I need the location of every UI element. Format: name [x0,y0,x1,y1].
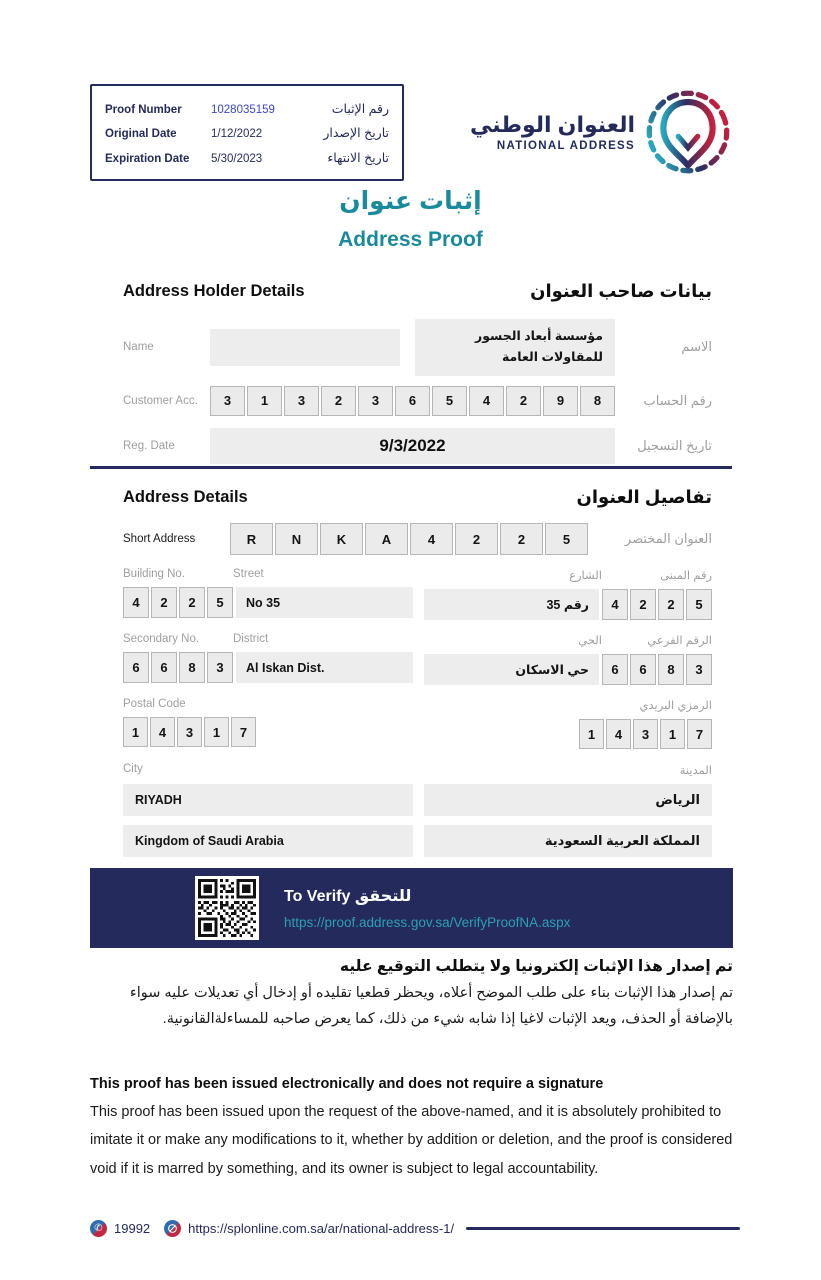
char-cell: 4 [410,523,453,555]
location-pin-icon [644,88,732,176]
street-value-ar: رقم 35 [424,589,599,620]
digit-cell: 4 [606,719,631,749]
expiration-date-value: 5/30/2023 [211,152,263,165]
digit-cell: 8 [179,652,205,683]
building-street-en [123,568,413,620]
district-value-en: Al Iskan Dist. [236,652,413,683]
country-value-en: Kingdom of Saudi Arabia [123,825,413,857]
document-header [90,84,732,181]
postal-code-label-en: Postal Code [123,698,186,710]
digit-cell: 6 [395,386,430,416]
digit-cell: 2 [179,587,205,618]
short-address-label-en: Short Address [123,533,196,545]
city-label-row [123,763,712,777]
digit-cell: 5 [432,386,467,416]
disclaimer-arabic-body: تم إصدار هذا الإثبات بناء على طلب الموضح أعلاه، ويحظر قطعيا تقليده أو إدخال أي تعديلات عليه سواء بالإضافة أو الحذف، ويعد الإثبات لاغيا إذا شابه شيء من ذلك، كما يعرض صاحبه للمساءلةالقانونية. [129,985,733,1028]
name-label-ar: الاسم [681,339,712,355]
building-no-digits-en [123,587,233,618]
proof-number-label-ar: رقم الإثبات [331,102,389,116]
digit-cell: 1 [660,719,685,749]
reg-date-label-en: Reg. Date [123,439,175,452]
short-address-row [123,523,712,555]
postal-code-digits-en [123,717,256,747]
digit-cell: 6 [123,652,149,683]
digit-cell: 4 [123,587,149,618]
city-value-en: RIYADH [123,784,413,816]
document-title [0,186,821,252]
name-value-en-field [210,329,400,366]
digit-cell: 7 [231,717,256,747]
city-value-row [123,784,712,816]
disclaimer-english [90,1076,733,1183]
expiration-date-row [105,146,389,170]
original-date-value: 1/12/2022 [211,128,263,141]
digit-cell: 5 [207,587,233,618]
logo-title-arabic: العنوان الوطني [470,112,635,138]
verify-banner [90,868,733,948]
address-holder-section [123,281,712,464]
street-label-ar: الشارع [569,570,602,582]
digit-cell: 1 [204,717,229,747]
customer-acc-label-ar: رقم الحساب [643,392,712,408]
postal-code-row [123,698,712,749]
title-arabic: إثبات عنوان [339,187,482,215]
country-value-row [123,825,712,857]
digit-cell: 1 [123,717,148,747]
name-label-en: Name [123,341,154,354]
digit-cell: 3 [358,386,393,416]
verify-text-block [284,886,570,930]
original-date-label-ar: تاريخ الإصدار [323,126,389,141]
address-header-ar: تفاصيل العنوان [576,487,712,507]
city-label-en: City [123,763,143,775]
customer-acc-digits [210,386,615,416]
char-cell: R [230,523,273,555]
digit-cell: 8 [658,654,684,685]
secondary-district-ar [424,633,712,685]
secondary-district-row [123,633,712,685]
digit-cell: 3 [210,386,245,416]
secondary-district-en [123,633,413,685]
footer-url-link[interactable]: https://splonline.com.sa/ar/national-address-1/ [188,1221,455,1236]
customer-account-row [123,386,712,416]
qr-code-icon [195,876,259,940]
secondary-no-label-en: Secondary No. [123,633,200,645]
digit-cell: 4 [469,386,504,416]
expiration-date-label-ar: تاريخ الانتهاء [327,150,389,165]
customer-acc-label-en: Customer Acc. [123,394,198,407]
building-street-ar [424,568,712,620]
reg-date-value: 9/3/2022 [210,428,615,464]
name-row [123,319,712,376]
char-cell: K [320,523,363,555]
original-date-label-en: Original Date [105,128,177,141]
reg-date-label-ar: تاريخ التسجيل [637,437,712,453]
building-street-row [123,568,712,620]
digit-cell: 2 [321,386,356,416]
postal-code-label-ar: الرمزي البريدي [639,700,712,712]
digit-cell: 4 [150,717,175,747]
proof-info-box [90,84,404,181]
proof-number-row [105,97,389,121]
digit-cell: 7 [687,719,712,749]
digit-cell: 3 [284,386,319,416]
disclaimer-english-body: This proof has been issued upon the request of the above-named, and it is absolutely prohibited to imitate it or make any modifications to it, whether by addition or deletion, and the proof is considered void if it is marred by something, and its owner is subject to legal accountability. [90,1104,733,1177]
char-cell: A [365,523,408,555]
logo-wordmark [470,112,635,151]
char-cell: 2 [500,523,543,555]
holder-section-header [123,281,712,302]
digit-cell: 3 [633,719,658,749]
proof-number-value: 1028035159 [211,104,275,116]
district-label-en: District [233,633,269,645]
expiration-date-label-en: Expiration Date [105,152,190,165]
digit-cell: 9 [543,386,578,416]
digit-cell: 3 [177,717,202,747]
address-section-header [123,487,712,508]
city-value-ar: الرياض [424,784,712,816]
disclaimer-english-heading: This proof has been issued electronically and does not require a signature [90,1076,604,1092]
phone-icon: ✆ [90,1220,107,1237]
reg-date-row [123,428,712,464]
section-divider [90,466,732,469]
digit-cell: 3 [686,654,712,685]
digit-cell: 3 [207,652,233,683]
city-label-ar: المدينة [679,765,712,777]
verify-title: To Verify للتحقق [284,888,412,905]
disclaimer-arabic-heading: تم إصدار هذا الإثبات إلكترونيا ولا يتطلب التوقيع عليه [339,958,733,975]
digit-cell: 2 [658,589,684,620]
short-address-chars [230,523,588,555]
digit-cell: 6 [602,654,628,685]
postal-code-digits-ar [579,719,712,749]
digit-cell: 2 [630,589,656,620]
building-no-label-en: Building No. [123,568,186,580]
logo-title-english: NATIONAL ADDRESS [496,139,635,152]
disclaimer-arabic [90,957,733,1032]
footer-rule [466,1227,740,1230]
digit-cell: 5 [686,589,712,620]
proof-number-label-en: Proof Number [105,104,182,116]
char-cell: 5 [545,523,588,555]
digit-cell: 2 [151,587,177,618]
digit-cell: 2 [506,386,541,416]
short-address-label-ar: العنوان المختصر [624,531,712,546]
district-value-ar: حي الاسكان [424,654,599,685]
secondary-no-digits-ar [602,654,712,685]
digit-cell: 4 [602,589,628,620]
country-value-ar: المملكة العربية السعودية [424,825,712,857]
address-header-en: Address Details [123,488,248,506]
original-date-row [105,121,389,145]
secondary-no-digits-en [123,652,233,683]
street-label-en: Street [233,568,264,580]
postal-code-ar [424,698,712,749]
building-no-digits-ar [602,589,712,620]
building-no-label-ar: رقم المبنى [660,570,712,582]
globe-icon [164,1220,181,1237]
district-label-ar: الحي [578,635,602,647]
street-value-en: No 35 [236,587,413,618]
digit-cell: 6 [630,654,656,685]
char-cell: N [275,523,318,555]
holder-header-en: Address Holder Details [123,282,305,300]
secondary-no-label-ar: الرقم الفرعي [647,635,712,647]
name-value-ar-field: مؤسسة أبعاد الجسور للمقاولات العامة [415,319,615,376]
digit-cell: 1 [579,719,604,749]
digit-cell: 6 [151,652,177,683]
footer-phone-number: 19992 [114,1221,151,1236]
verify-url-link[interactable]: https://proof.address.gov.sa/VerifyProofNA.aspx [284,915,571,930]
page-footer [90,1220,740,1237]
char-cell: 2 [455,523,498,555]
title-english: Address Proof [338,228,483,251]
digit-cell: 8 [580,386,615,416]
digit-cell: 1 [247,386,282,416]
national-address-logo [470,88,732,176]
holder-header-ar: بيانات صاحب العنوان [530,281,712,301]
address-details-section [123,487,712,857]
postal-code-en [123,698,413,749]
